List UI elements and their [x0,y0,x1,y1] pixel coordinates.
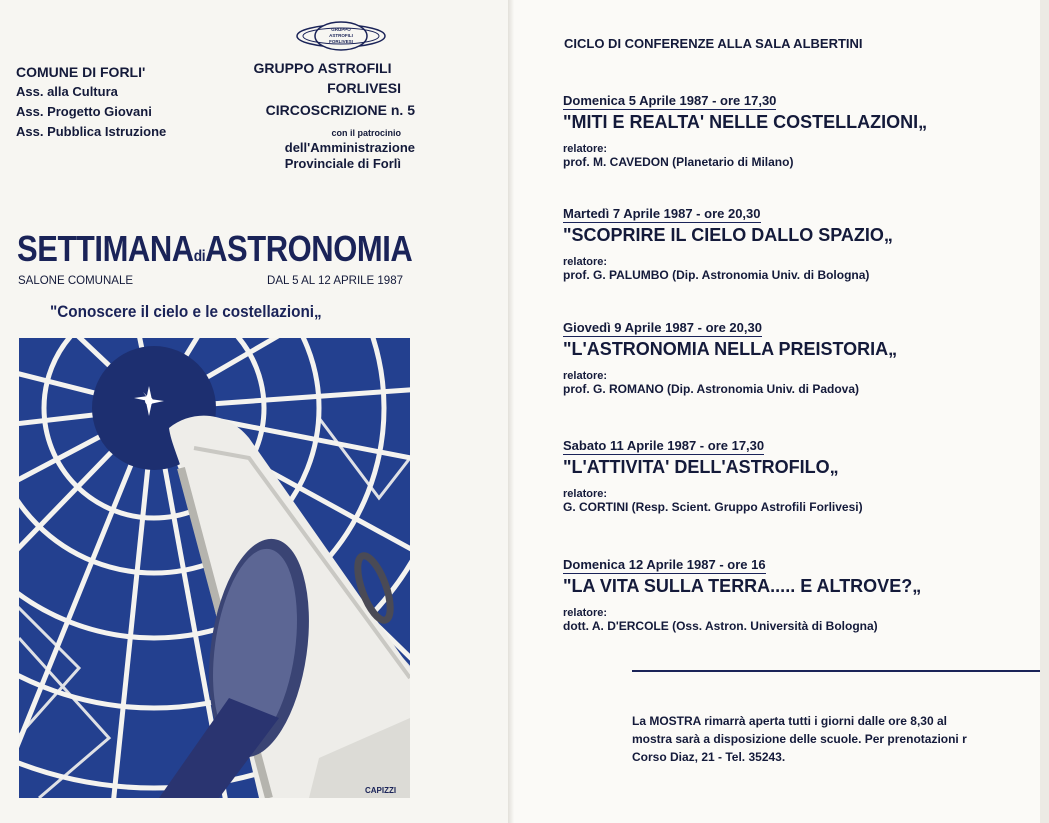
lecture-speaker: dott. A. D'ERCOLE (Oss. Astron. Università di Bologna) [563,619,878,633]
lecture-date: Sabato 11 Aprile 1987 - ore 17,30 [563,438,765,453]
event-dates: DAL 5 AL 12 APRILE 1987 [267,275,403,287]
astronomy-club-block [230,58,415,172]
lecture-item [563,205,1033,282]
dept-youth: Ass. Progetto Giovani [16,104,152,119]
patronage-label: con il patrocinio [331,128,401,138]
note-line-2: mostra sarà a disposizione delle scuole. Per prenotazioni r [632,732,967,746]
club-name-2: FORLIVESI [327,80,401,96]
left-panel [0,0,508,823]
lecture-item [563,319,1033,396]
observatory-telescope-illustration [19,338,410,798]
page-edge [1040,0,1049,823]
event-title [17,228,412,270]
lecture-title: "MITI E REALTA' NELLE COSTELLAZIONI„ [563,112,928,132]
speaker-label: relatore: [563,607,608,619]
event-motto: "Conoscere il cielo e le costellazioni„ [50,302,322,321]
lecture-date: Domenica 5 Aprile 1987 - ore 17,30 [563,93,777,108]
logo-text-2: ASTROFILI [329,33,353,38]
lecture-speaker: prof. G. ROMANO (Dip. Astronomia Univ. di Padova) [563,382,860,396]
dept-education: Ass. Pubblica Istruzione [16,124,167,139]
lecture-title: "L'ATTIVITA' DELL'ASTROFILO„ [563,457,839,477]
conference-cycle-heading: CICLO DI CONFERENZE ALLA SALA ALBERTINI [564,36,863,51]
logo-text-3: FORLIVESI [329,39,353,44]
district-name: CIRCOSCRIZIONE n. 5 [265,102,415,118]
note-line-1: La MOSTRA rimarrà aperta tutti i giorni dalle ore 8,30 al [632,714,947,728]
municipality-block [16,62,166,142]
lecture-date: Martedì 7 Aprile 1987 - ore 20,30 [563,206,761,221]
lecture-item [563,437,1033,514]
exhibition-note [632,712,1040,766]
speaker-label: relatore: [563,143,608,155]
patron-line-2: Provinciale di Forlì [284,156,401,171]
lecture-date: Domenica 12 Aprile 1987 - ore 16 [563,557,766,572]
patron-line-1: dell'Amministrazione [284,140,415,155]
lecture-item [563,92,1033,169]
title-part-1: SETTIMANA [17,228,194,269]
club-name-1: GRUPPO ASTROFILI [253,60,392,76]
title-di: di [193,248,206,265]
lecture-item [563,556,1033,633]
lecture-title: "LA VITA SULLA TERRA..... E ALTROVE?„ [563,576,922,596]
lecture-speaker: G. CORTINI (Resp. Scient. Gruppo Astrofili Forlivesi) [563,500,863,514]
speaker-label: relatore: [563,488,608,500]
lecture-title: "L'ASTRONOMIA NELLA PREISTORIA„ [563,339,898,359]
title-part-2: ASTRONOMIA [205,228,413,269]
lecture-speaker: prof. M. CAVEDON (Planetario di Milano) [563,155,794,169]
lecture-title: "SCOPRIRE IL CIELO DALLO SPAZIO„ [563,225,893,245]
lecture-date: Giovedì 9 Aprile 1987 - ore 20,30 [563,320,762,335]
venue-dates-row [18,275,403,287]
artist-signature: CAPIZZI [365,786,397,795]
municipality-name: COMUNE DI FORLI' [16,64,146,80]
speaker-label: relatore: [563,370,608,382]
dept-culture: Ass. alla Cultura [16,84,118,99]
lecture-speaker: prof. G. PALUMBO (Dip. Astronomia Univ. di Bologna) [563,268,870,282]
speaker-label: relatore: [563,256,608,268]
note-line-3: Corso Diaz, 21 - Tel. 35243. [632,750,786,764]
club-logo [295,16,387,56]
venue: SALONE COMUNALE [18,275,134,287]
section-divider [632,670,1040,672]
logo-text-1: GRUPPO [331,27,351,32]
